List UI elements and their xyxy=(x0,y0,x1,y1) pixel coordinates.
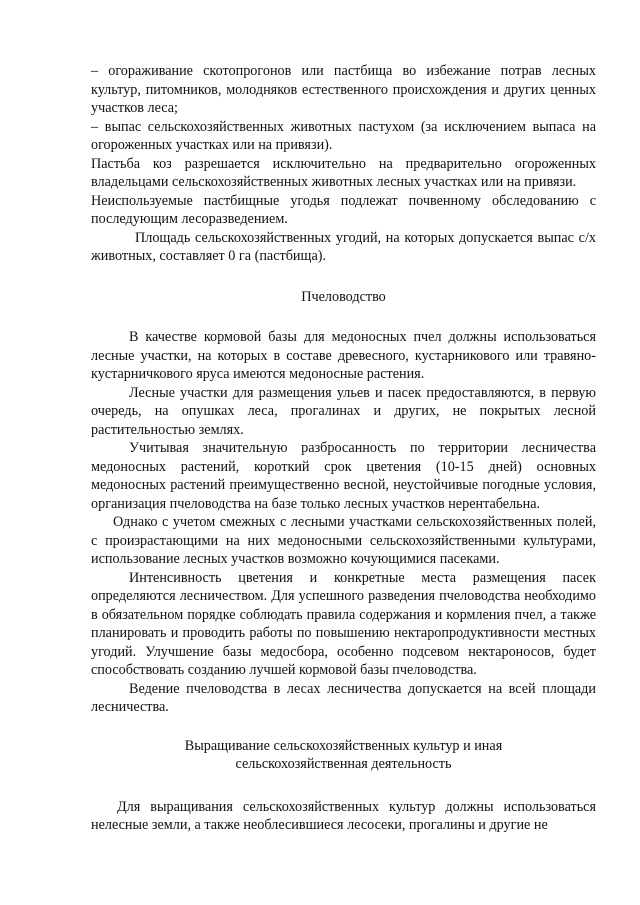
paragraph-adjacent-fields: Однако с учетом смежных с лесными участками сельскохозяйственных полей, с произрастающими на них медоносными сельскохозяйственными культурами, использование лесных участков возможно кочующимися пасеками. xyxy=(91,514,596,567)
paragraph-fencing: – огораживание скотопрогонов или пастбища во избежание потрав лесных культур, питомников, молодняков естественного происхождения и других ценных участков леса; xyxy=(91,63,596,116)
heading-crops-line-1: Выращивание сельскохозяйственных культур и иная xyxy=(184,737,503,754)
paragraph-shepherd-grazing: – выпас сельскохозяйственных животных пастухом (за исключением выпаса на огороженных участках или на привязи). xyxy=(91,118,596,153)
heading-crops-line-2: сельскохозяйственная деятельность xyxy=(235,756,452,772)
paragraph-crops: Для выращивания сельскохозяйственных культур должны использоваться нелесные земли, а также необлесившиеся лесосеки, прогалины и другие не xyxy=(91,798,596,833)
document-body xyxy=(91,62,596,835)
paragraph-unused-pastures: Неиспользуемые пастбищные угодья подлежат почвенному обследованию с последующим лесоразведением. xyxy=(91,192,596,227)
heading-beekeeping: Пчеловодство xyxy=(301,288,386,305)
paragraph-hive-placement: Лесные участки для размещения ульев и пасек предоставляются, в первую очередь, на опушках леса, прогалинах и других, не покрытых лесной растительностью землях. xyxy=(91,384,596,438)
paragraph-beekeeping-area: Ведение пчеловодства в лесах лесничества допускается на всей площади лесничества. xyxy=(91,680,596,715)
paragraph-scattered-plants: Учитывая значительную разбросанность по территории лесничества медоносных растений, короткий срок цветения (10-15 дней) основных медоносных растений преимущественно весной, неустойчивые погодные условия, организация пчеловодства на базе только лесных участков нерентабельна. xyxy=(91,440,596,512)
paragraph-goat-grazing: Пастьба коз разрешается исключительно на предварительно огороженных владельцами сельскохозяйственных животных лесных участках или на привязи. xyxy=(91,155,596,190)
paragraph-flowering-intensity: Интенсивность цветения и конкретные места размещения пасек определяются лесничеством. Для успешного разведения пчеловодства необходимо в обязательном порядке соблюдать правила содержания и кормления пчел, а также планировать и проводить работы по повышению нектаропродуктивности местных угодий. Улучшение базы медосбора, особенно подсевом нектароносов, будет способствовать созданию лучшей кормовой базы пчеловодства. xyxy=(91,569,596,678)
paragraph-pasture-area: Площадь сельскохозяйственных угодий, на которых допускается выпас с/х животных, составляет 0 га (пастбища). xyxy=(91,229,596,264)
paragraph-forage-base: В качестве кормовой базы для медоносных пчел должны использоваться лесные участки, на которых в составе древесного, кустарникового или травяно-кустарничкового яруса имеются медоносные растения. xyxy=(91,329,596,382)
